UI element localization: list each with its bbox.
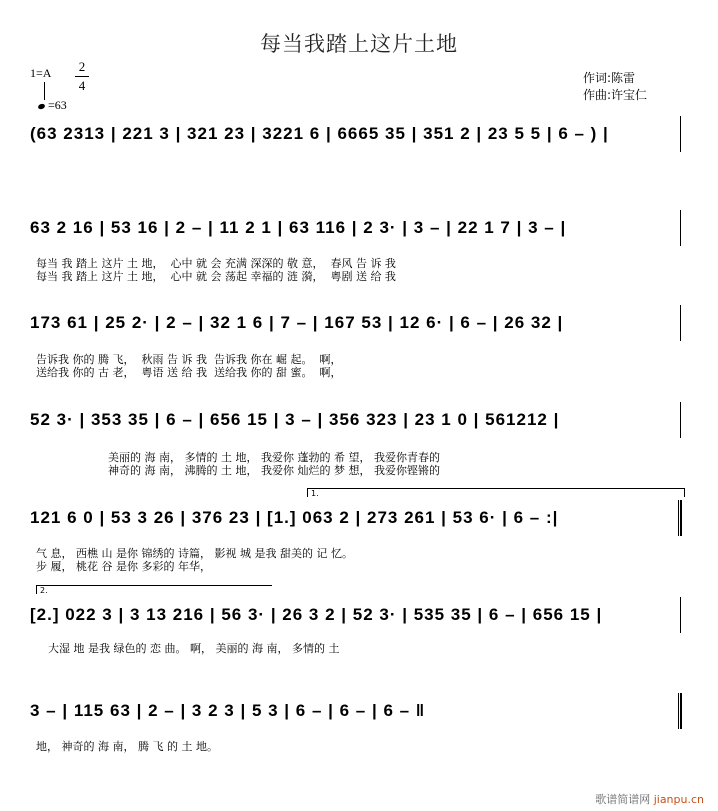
lyric-verse-1: 每当 我 踏上 这片 土 地， 心中 就 会 充满 深深的 敬 意， 春风 告 诉 我	[36, 257, 396, 270]
composer: 作曲:许宝仁	[583, 88, 648, 102]
score-system-6	[30, 597, 682, 637]
fraction-line	[75, 76, 89, 77]
second-ending-bracket: 2.	[36, 585, 272, 594]
final-barline	[678, 693, 682, 729]
score-system-4	[30, 402, 682, 442]
first-ending-bracket: 1.	[307, 488, 685, 497]
barline	[680, 116, 681, 152]
tempo-value: =63	[48, 98, 67, 112]
tempo-marking	[38, 98, 67, 113]
score-system-5	[30, 500, 682, 540]
lyric-verse-2: 每当 我 踏上 这片 土 地， 心中 就 会 荡起 幸福的 涟 漪， 粤剧 送 给 我	[36, 270, 396, 283]
repeat-barline	[678, 500, 682, 536]
watermark-cn: 歌谱简谱网	[595, 793, 651, 806]
lyric-verse-1: 地， 神奇的 海 南， 腾 飞 的 土 地。	[36, 740, 218, 753]
lyric-verse-1: 大湿 地 是我 绿色的 恋 曲。 啊， 美丽的 海 南， 多情的 土	[48, 642, 340, 655]
watermark	[595, 791, 704, 807]
barline	[680, 402, 681, 438]
time-signature	[75, 60, 89, 93]
notation-line: 173 61 | 25 2· | 2 – | 32 1 6 | 7 – | 167 53 | 12 6· | 6 – | 26 32 |	[30, 313, 564, 332]
notation-line: 121 6 0 | 53 3 26 | 376 23 | [1.] 063 2 | 273 261 | 53 6· | 6 – :|	[30, 508, 559, 527]
notation-line: 3 – | 115 63 | 2 – | 3 2 3 | 5 3 | 6 – | 6 – | 6 – ‖	[30, 701, 426, 720]
score-system-3	[30, 305, 682, 345]
lyric-verse-2: 神奇的 海 南， 沸腾的 土 地， 我爱你 灿烂的 梦 想， 我爱你铿锵的	[108, 464, 440, 477]
lyric-verse-2: 送给我 你的 古 老， 粤语 送 给 我 送给我 你的 甜 蜜。 啊，	[36, 366, 342, 379]
lyric-verse-1: 气 息， 西樵 山 是你 锦绣的 诗篇， 影视 城 是我 甜美的 记 忆。	[36, 547, 353, 560]
time-signature-top: 2	[78, 59, 86, 74]
lyric-verse-1: 美丽的 海 南， 多情的 土 地， 我爱你 蓬勃的 希 望， 我爱你青春的	[108, 451, 440, 464]
barline	[680, 210, 681, 246]
score-system-1	[30, 116, 682, 156]
song-title: 每当我踏上这片土地	[260, 32, 458, 56]
lyricist: 作词:陈雷	[583, 71, 636, 85]
score-system-7	[30, 693, 682, 733]
notation-line: 52 3· | 353 35 | 6 – | 656 15 | 3 – | 356 323 | 23 1 0 | 561212 |	[30, 410, 560, 429]
credits	[583, 70, 647, 104]
quarter-note-stem-icon	[44, 82, 45, 100]
barline	[680, 305, 681, 341]
score-system-2	[30, 210, 682, 250]
key-signature: 1=A	[30, 66, 52, 80]
notation-line: [2.] 022 3 | 3 13 216 | 56 3· | 26 3 2 | 52 3· | 535 35 | 6 – | 656 15 |	[30, 605, 603, 624]
time-signature-bottom: 4	[78, 78, 86, 93]
notation-line: (63 2313 | 221 3 | 321 23 | 3221 6 | 6665 35 | 351 2 | 23 5 5 | 6 – ) |	[30, 124, 609, 143]
watermark-en: jianpu.cn	[653, 793, 704, 806]
barline	[680, 597, 681, 633]
notation-line: 63 2 16 | 53 16 | 2 – | 11 2 1 | 63 116 | 2 3· | 3 – | 22 1 7 | 3 – |	[30, 218, 567, 237]
lyric-verse-1: 告诉我 你的 腾 飞， 秋雨 告 诉 我 告诉我 你在 崛 起。 啊，	[36, 353, 342, 366]
lyric-verse-2: 步 履， 桃花 谷 是你 多彩的 年华，	[36, 560, 211, 573]
quarter-note-icon	[37, 103, 45, 110]
